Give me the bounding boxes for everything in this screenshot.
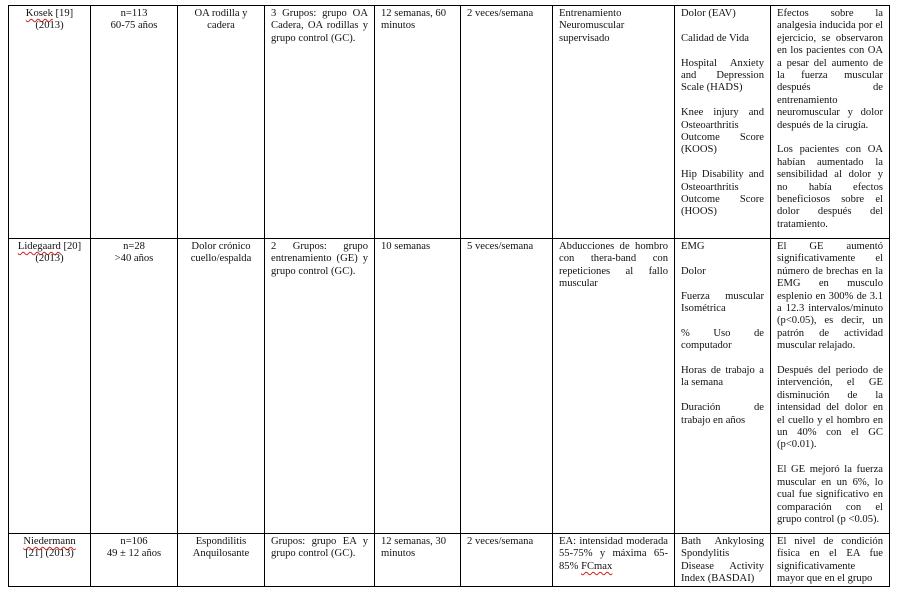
author-name: Lidegaard: [17, 241, 61, 252]
duration-cell: 12 semanas, 30 minutos: [375, 534, 461, 587]
table-row: [9, 6, 890, 239]
measure-item: % Uso de computador: [681, 327, 764, 352]
condition-cell: Espondilitis Anquilosante: [178, 534, 265, 587]
measure-item: Dolor: [681, 265, 706, 277]
result-paragraph: El GE mejoró la fuerza muscular en un 6%, lo cual fue significativo en comparación con el grupo control (p <0.05).: [777, 464, 883, 525]
sample-cell: [91, 239, 178, 534]
intervention-text: EA: intensidad moderada 55-75% y máxima 65-85%: [559, 536, 668, 572]
sample-cell: [91, 6, 178, 239]
frequency-cell: 2 veces/semana: [461, 534, 553, 587]
measure-item: Horas de trabajo a la semana: [681, 365, 764, 389]
measure-item: Hospital Anxiety and Depression Scale (HADS): [681, 57, 764, 94]
sample-age: 60-75 años: [110, 20, 158, 32]
studies-table: [8, 5, 890, 587]
frequency-cell: 5 veces/semana: [461, 239, 553, 534]
measure-item: Hip Disability and Osteoarthritis Outcome Score (HOOS): [681, 169, 764, 218]
intervention-cell: [553, 534, 675, 587]
results-cell: [771, 239, 890, 534]
condition-cell: OA rodilla y cadera: [178, 6, 265, 239]
frequency-cell: 2 veces/semana: [461, 6, 553, 239]
intervention-cell: Abducciones de hombro con thera-band con repeticiones al fallo muscular: [553, 239, 675, 534]
condition-cell: Dolor crónico cuello/espalda: [178, 239, 265, 534]
author-year: (2013): [35, 253, 64, 265]
author-cell: [9, 6, 91, 239]
sample-n: n=113: [120, 8, 148, 19]
author-ref: [20]: [63, 241, 82, 252]
result-paragraph: Efectos sobre la analgesia inducida por el ejercicio, se observaron en los pacientes con OA a pesar del aumento de la fuerza muscular después de entrenamiento neuromuscular y dolor después de la cirugía.: [777, 8, 883, 131]
result-paragraph: El GE aumentó significativamente el número de brechas en la EMG en musculo esplenio en 300% de 3.1 a 12.3 intervalos/minuto (p<0.05), es decir, un patrón de actividad muscular relajado.: [777, 241, 883, 352]
measure-item: Knee injury and Osteoarthritis Outcome Score (KOOS): [681, 107, 764, 156]
sample-n: n=28: [123, 241, 145, 252]
measure-item: Dolor (EAV): [681, 8, 736, 19]
sample-age: >40 años: [114, 253, 154, 265]
author-ref: [19]: [55, 8, 74, 19]
measure-item: Fuerza muscular Isométrica: [681, 290, 764, 314]
fcmax-term: FCmax: [581, 560, 613, 572]
table-row: [9, 534, 890, 587]
result-paragraph: El nivel de condición física en el EA fue significativamente mayor que en el grupo: [777, 536, 883, 585]
author-year: (2013): [45, 548, 74, 560]
sample-cell: [91, 534, 178, 587]
measures-cell: [675, 239, 771, 534]
author-cell: [9, 534, 91, 587]
intervention-cell: Entrenamiento Neuromuscular supervisado: [553, 6, 675, 239]
result-paragraph: Después del periodo de intervención, el GE disminución de la intensidad del dolor en el cuello y el hombro en un 40% con el GC (p<0.01).: [777, 365, 883, 451]
groups-cell: 3 Grupos: grupo OA Cadera, OA rodillas y grupo control (GC).: [265, 6, 375, 239]
groups-cell: 2 Grupos: grupo entrenamiento (GE) y grupo control (GC).: [265, 239, 375, 534]
measures-cell: [675, 534, 771, 587]
duration-cell: 10 semanas: [375, 239, 461, 534]
groups-cell: Grupos: grupo EA y grupo control (GC).: [265, 534, 375, 587]
measures-cell: [675, 6, 771, 239]
measure-item: EMG: [681, 241, 705, 252]
sample-age: 49 ± 12 años: [106, 548, 162, 560]
results-cell: [771, 6, 890, 239]
duration-cell: 12 semanas, 60 minutos: [375, 6, 461, 239]
author-ref: [21]: [25, 548, 43, 560]
author-year: (2013): [35, 20, 64, 32]
results-cell: [771, 534, 890, 587]
measure-item: Bath Ankylosing Spondylitis Disease Activity Index (BASDAI): [681, 536, 764, 585]
table-row: [9, 239, 890, 534]
author-name: Niedermann: [23, 536, 76, 547]
author-cell: [9, 239, 91, 534]
measure-item: Calidad de Vida: [681, 32, 750, 44]
author-name: Kosek: [25, 8, 53, 19]
measure-item: Duración de trabajo en años: [681, 402, 764, 426]
sample-n: n=106: [120, 536, 148, 547]
result-paragraph: Los pacientes con OA habían aumentado la sensibilidad al dolor y no había efectos beneficiosos sobre el dolor después del tratamiento.: [777, 144, 883, 230]
